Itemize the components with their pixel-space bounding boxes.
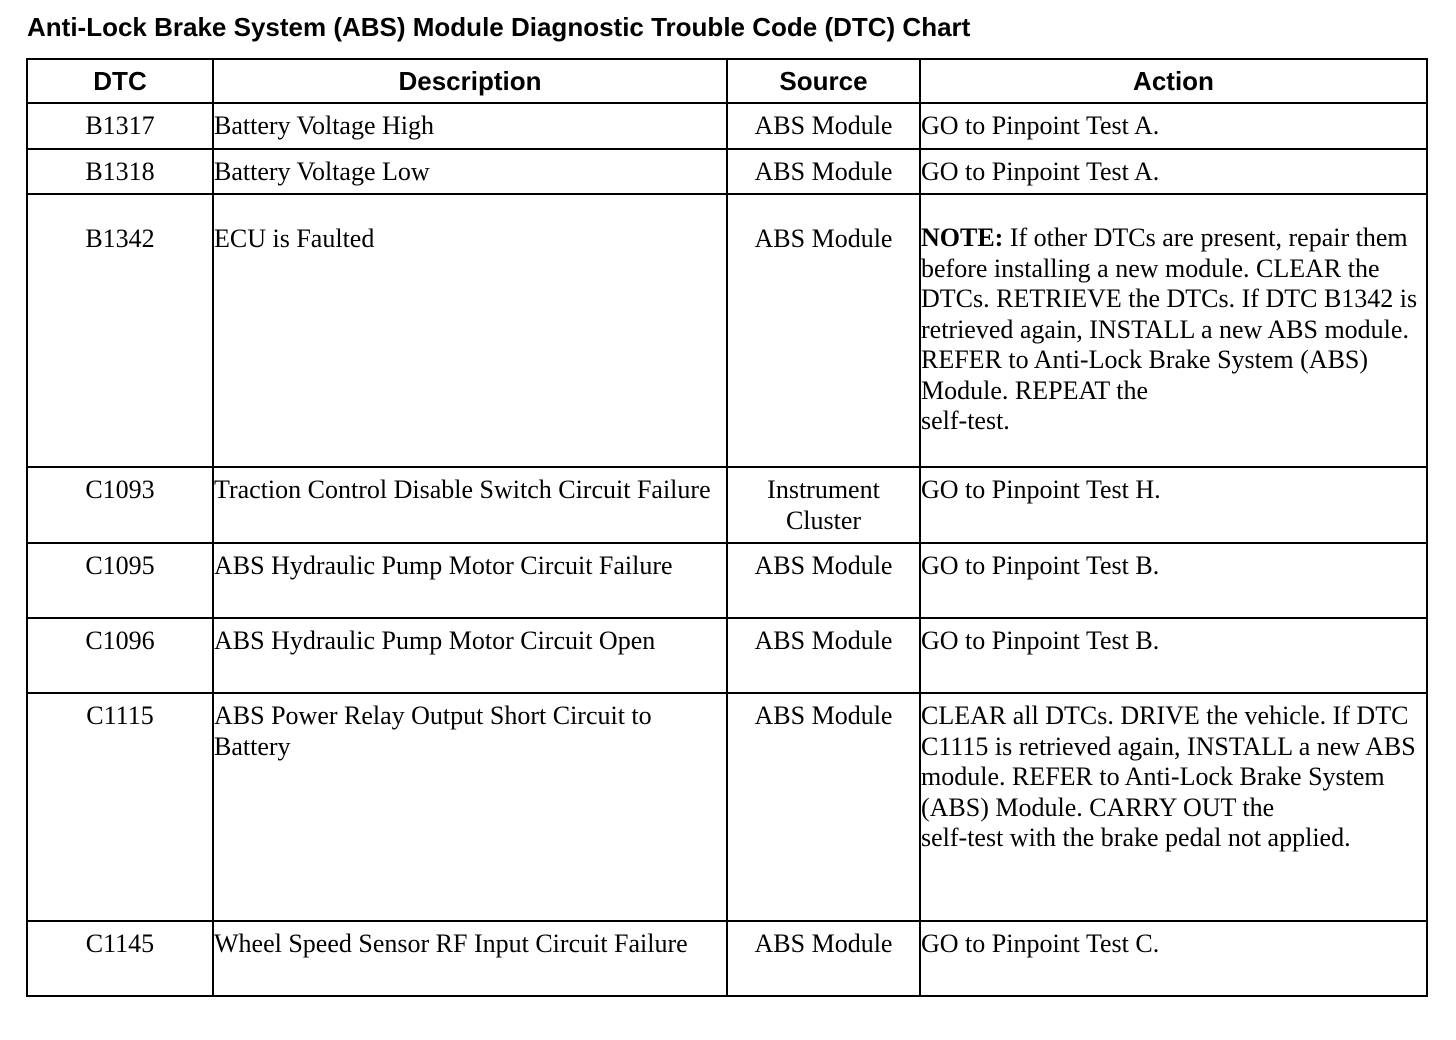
action-tail: self-test with the brake pedal not applied. (921, 823, 1351, 852)
header-description: Description (213, 59, 727, 103)
dtc-action (920, 693, 1427, 921)
dtc-source: ABS Module (727, 103, 920, 149)
dtc-action (920, 194, 1427, 467)
dtc-code: C1145 (27, 921, 213, 996)
dtc-description: ECU is Faulted (213, 194, 727, 467)
dtc-code: B1342 (27, 194, 213, 467)
table-row (27, 149, 1427, 195)
table-row (27, 693, 1427, 921)
dtc-code: B1317 (27, 103, 213, 149)
header-action: Action (920, 59, 1427, 103)
chart-title: Anti-Lock Brake System (ABS) Module Diagnostic Trouble Code (DTC) Chart (27, 12, 971, 42)
dtc-action: GO to Pinpoint Test A. (920, 103, 1427, 149)
table-row (27, 618, 1427, 693)
dtc-action: GO to Pinpoint Test B. (920, 618, 1427, 693)
table-row (27, 194, 1427, 467)
dtc-source: ABS Module (727, 921, 920, 996)
dtc-source: ABS Module (727, 194, 920, 467)
note-text: If other DTCs are present, repair them before installing a new module. CLEAR the DTCs. RETRIEVE the DTCs. If DTC B1342 is retrieved again, INSTALL a new ABS module. REFER to Anti-Lock Brake System (ABS) Module. REPEAT the (921, 223, 1418, 405)
dtc-code: C1095 (27, 543, 213, 618)
dtc-description: Battery Voltage High (213, 103, 727, 149)
dtc-description: ABS Hydraulic Pump Motor Circuit Failure (213, 543, 727, 618)
dtc-source: ABS Module (727, 618, 920, 693)
table-row (27, 543, 1427, 618)
dtc-description: ABS Power Relay Output Short Circuit to Battery (213, 693, 727, 921)
dtc-code: B1318 (27, 149, 213, 195)
dtc-action: GO to Pinpoint Test H. (920, 467, 1427, 543)
dtc-description: Battery Voltage Low (213, 149, 727, 195)
dtc-description: Wheel Speed Sensor RF Input Circuit Failure (213, 921, 727, 996)
table-row (27, 103, 1427, 149)
dtc-code: C1093 (27, 467, 213, 543)
header-source: Source (727, 59, 920, 103)
table-header-row (27, 59, 1427, 103)
action-main: CLEAR all DTCs. DRIVE the vehicle. If DTC C1115 is retrieved again, INSTALL a new ABS module. REFER to Anti-Lock Brake System (ABS) Module. CARRY OUT the (921, 701, 1416, 822)
dtc-source: ABS Module (727, 149, 920, 195)
note-tail: self-test. (921, 406, 1010, 435)
table-row (27, 467, 1427, 543)
dtc-source: ABS Module (727, 543, 920, 618)
dtc-code: C1115 (27, 693, 213, 921)
dtc-description: ABS Hydraulic Pump Motor Circuit Open (213, 618, 727, 693)
header-dtc: DTC (27, 59, 213, 103)
dtc-table (26, 58, 1428, 997)
dtc-description: Traction Control Disable Switch Circuit Failure (213, 467, 727, 543)
dtc-action: GO to Pinpoint Test B. (920, 543, 1427, 618)
note-label: NOTE: (921, 223, 1004, 252)
dtc-action: GO to Pinpoint Test C. (920, 921, 1427, 996)
table-row (27, 921, 1427, 996)
dtc-source: Instrument Cluster (727, 467, 920, 543)
dtc-source: ABS Module (727, 693, 920, 921)
dtc-code: C1096 (27, 618, 213, 693)
dtc-action: GO to Pinpoint Test A. (920, 149, 1427, 195)
